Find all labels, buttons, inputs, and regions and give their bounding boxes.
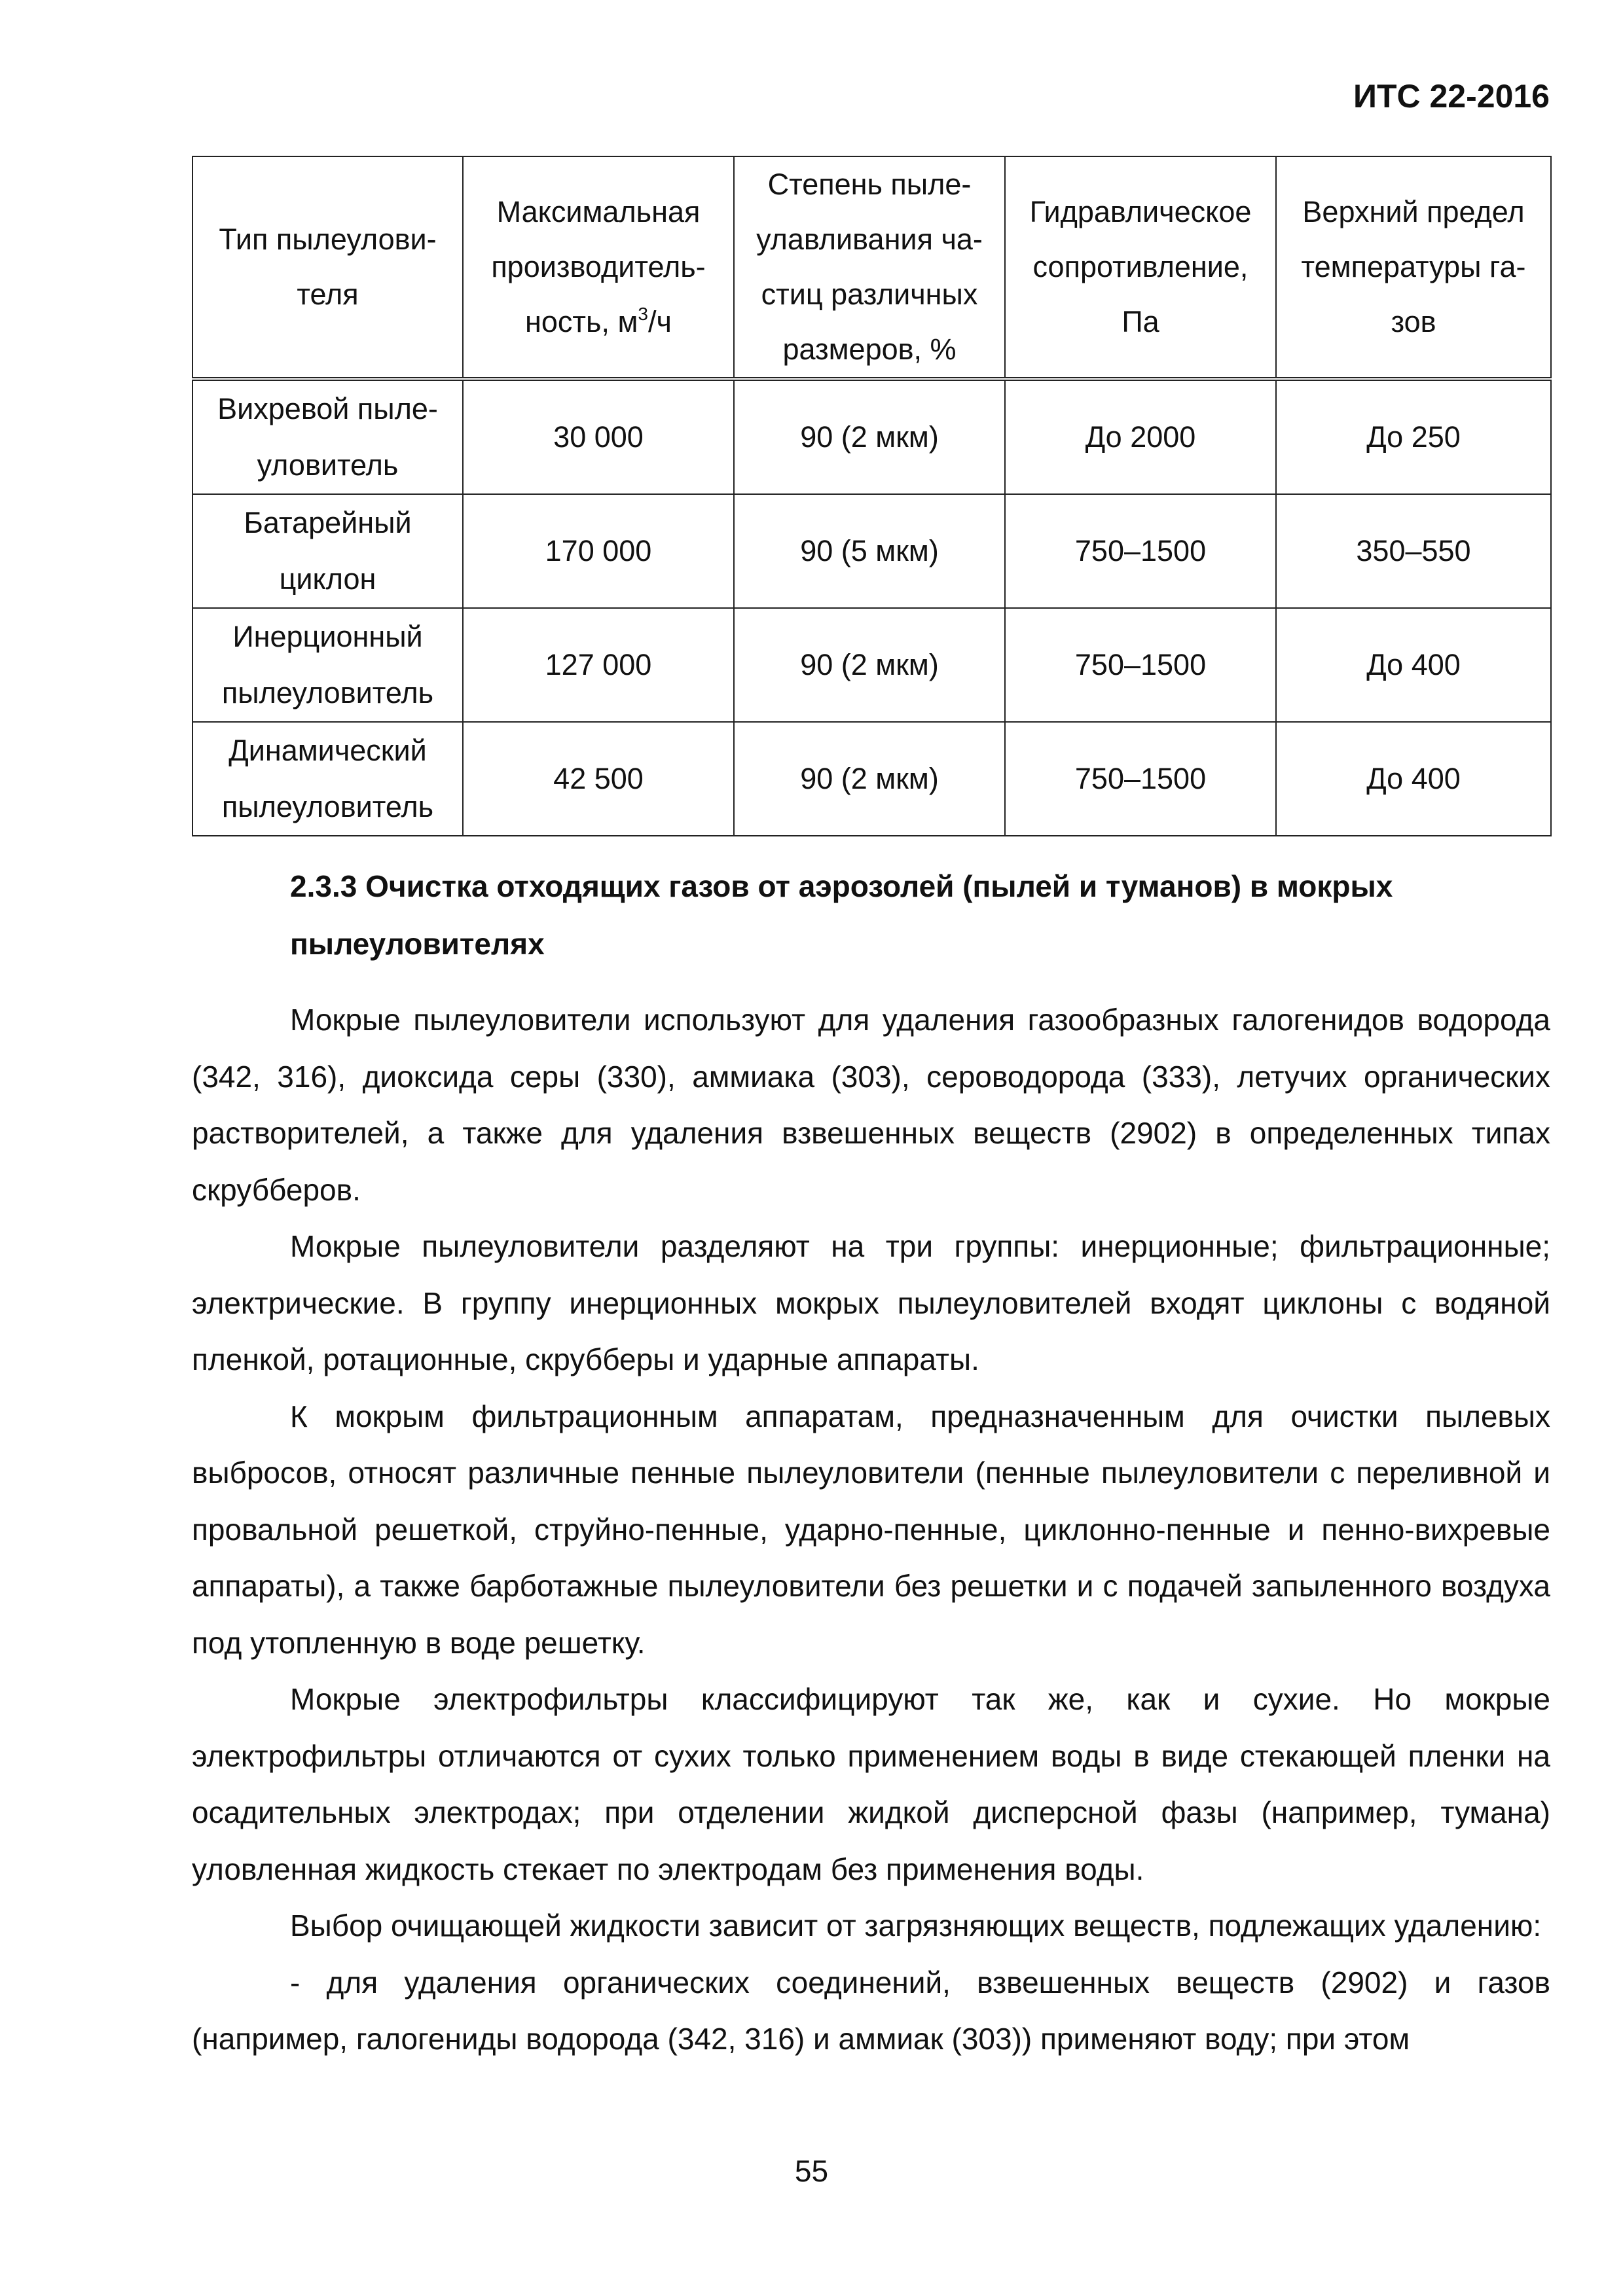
cell-resistance: 750–1500 bbox=[1005, 722, 1276, 836]
cell-capacity: 170 000 bbox=[463, 494, 734, 608]
table-row bbox=[192, 608, 1551, 722]
section-heading: 2.3.3 Очистка отходящих газов от аэрозолей (пылей и туманов) в мокрых пылеуловителях bbox=[290, 869, 1393, 961]
paragraph: Мокрые пылеуловители используют для удаления газообразных галогенидов водорода (342, 316), диоксида серы (330), аммиака (303), сероводорода (333), летучих органических растворителей, а также для удаления взвешенных веществ (2902) в определенных типах скрубберов. bbox=[192, 1003, 1550, 1207]
cell-resistance: 750–1500 bbox=[1005, 494, 1276, 608]
cell-type: Вихревой пыле-уловитель bbox=[192, 379, 463, 494]
paragraph: - для удаления органических соединений, взвешенных веществ (2902) и газов (например, галогениды водорода (342, 316) и аммиак (303)) применяют воду; при этом bbox=[192, 1965, 1550, 2056]
cell-type: Динамический пылеуловитель bbox=[192, 722, 463, 836]
cell-efficiency: 90 (2 мкм) bbox=[734, 379, 1005, 494]
unit-superscript: 3 bbox=[638, 304, 648, 324]
table-header-row bbox=[192, 156, 1551, 379]
page-number: 55 bbox=[794, 2154, 829, 2188]
cell-efficiency: 90 (5 мкм) bbox=[734, 494, 1005, 608]
paragraph: Мокрые электрофильтры классифицируют так же, как и сухие. Но мокрые электрофильтры отличаются от сухих только применением воды в виде стекающей пленки на осадительных электродах; при отделении жидкой дисперсной фазы (например, тумана) уловленная жидкость стекает по электродам без применения воды. bbox=[192, 1682, 1550, 1886]
cell-type: Инерционный пылеуловитель bbox=[192, 608, 463, 722]
header-efficiency: Степень пыле-улавливания ча-стиц различных размеров, % bbox=[734, 156, 1005, 379]
cell-temperature: До 400 bbox=[1276, 722, 1551, 836]
table-row bbox=[192, 379, 1551, 494]
cell-type: Батарейный циклон bbox=[192, 494, 463, 608]
paragraph: Выбор очищающей жидкости зависит от загрязняющих веществ, подлежащих удалению: bbox=[290, 1909, 1542, 1943]
cell-capacity: 42 500 bbox=[463, 722, 734, 836]
dust-collector-table bbox=[192, 156, 1552, 836]
cell-efficiency: 90 (2 мкм) bbox=[734, 722, 1005, 836]
header-type: Тип пылеулови-теля bbox=[192, 156, 463, 379]
table-row bbox=[192, 494, 1551, 608]
paragraph: Мокрые пылеуловители разделяют на три группы: инерционные; фильтрационные; электрические. В группу инерционных мокрых пылеуловителей входят циклоны с водяной пленкой, ротационные, скрубберы и ударные аппараты. bbox=[192, 1229, 1550, 1376]
cell-capacity: 127 000 bbox=[463, 608, 734, 722]
cell-temperature: До 400 bbox=[1276, 608, 1551, 722]
body-text bbox=[192, 992, 1550, 2068]
header-temperature: Верхний предел температуры га-зов bbox=[1276, 156, 1551, 379]
cell-capacity: 30 000 bbox=[463, 379, 734, 494]
cell-temperature: 350–550 bbox=[1276, 494, 1551, 608]
table-row bbox=[192, 722, 1551, 836]
cell-efficiency: 90 (2 мкм) bbox=[734, 608, 1005, 722]
header-capacity: Максимальная производитель-ность, $м^3/ч$ bbox=[463, 156, 734, 379]
cell-resistance: До 2000 bbox=[1005, 379, 1276, 494]
header-resistance: Гидравлическое сопротивление, Па bbox=[1005, 156, 1276, 379]
cell-temperature: До 250 bbox=[1276, 379, 1551, 494]
paragraph: К мокрым фильтрационным аппаратам, предназначенным для очистки пылевых выбросов, относят различные пенные пылеуловители (пенные пылеуловители с переливной и провальной решеткой, струйно-пенные, ударно-пенные, циклонно-пенные и пенно-вихревые аппараты), а также барботажные пылеуловители без решетки и с подачей запыленного воздуха под утопленную в воде решетку. bbox=[192, 1399, 1550, 1660]
document-code: ИТС 22-2016 bbox=[1353, 78, 1550, 115]
cell-resistance: 750–1500 bbox=[1005, 608, 1276, 722]
